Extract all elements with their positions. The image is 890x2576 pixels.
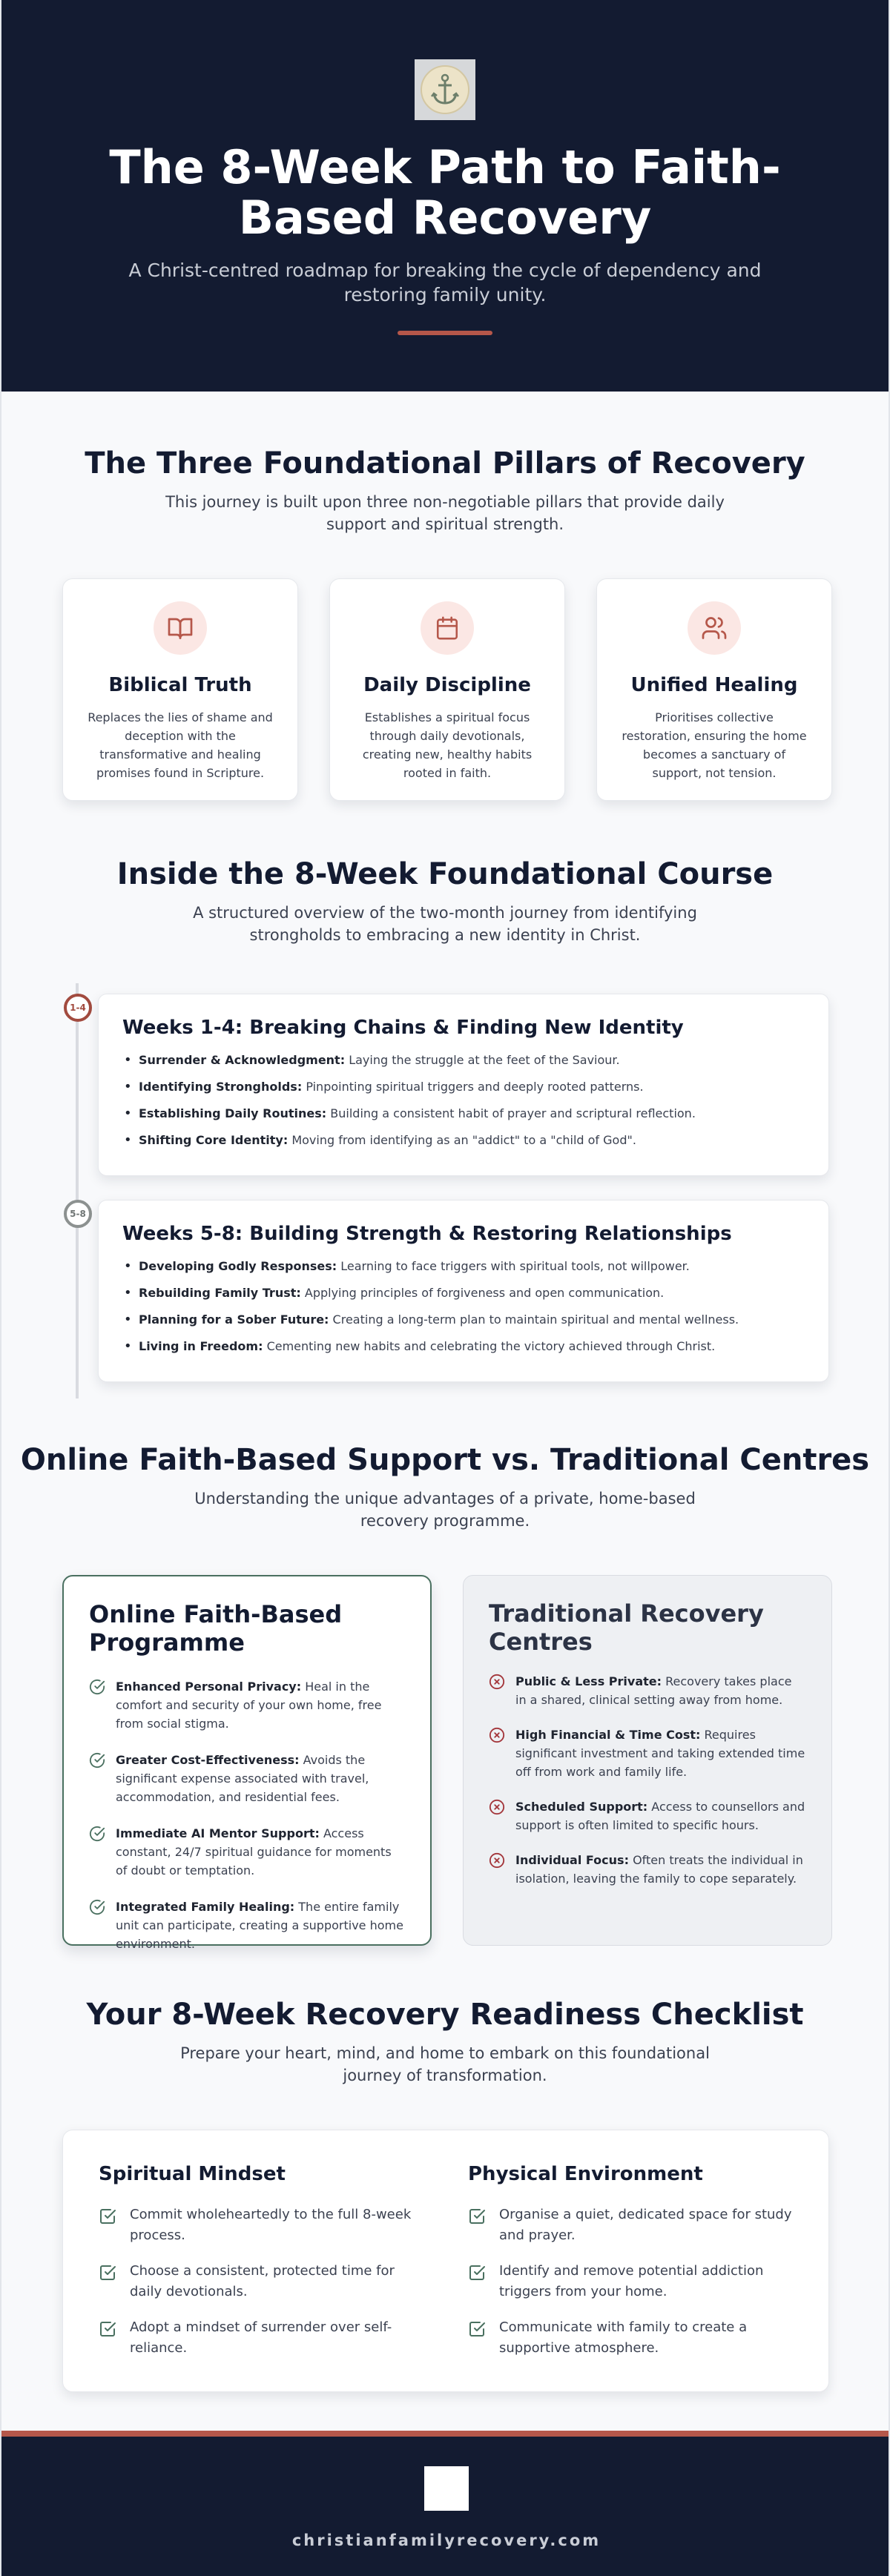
footer [1,2431,890,2576]
comparison-subtitle: Understanding the unique advantages of a private, home-based recovery programme. [194,1490,696,1530]
checklist-item: Communicate with family to create a supportive atmosphere. [468,2317,793,2359]
phase-title: Weeks 1-4: Breaking Chains & Finding New Identity [122,1017,684,1039]
list-item: • Shifting Core Identity: Moving from identifying as an "addict" to a "child of God". [122,1132,805,1149]
pillar-title: Daily Discipline [363,674,531,696]
check-circle-icon [89,1826,105,1842]
pillar-text: Replaces the lies of shame and deception with the transformative and healing promises found in Scripture. [88,710,273,780]
pillar-title: Biblical Truth [108,674,252,696]
comparison-title: Online Faith-Based Support vs. Traditional Centres [20,1443,870,1477]
checklist-title: Your 8-Week Recovery Readiness Checklist [86,1998,804,2032]
list-item: • Identifying Strongholds: Pinpointing spiritual triggers and deeply rooted patterns. [122,1079,805,1095]
course-section [1,801,889,1398]
check-circle-icon [89,1899,105,1915]
hero-banner [1,0,889,392]
checklist-section [1,1946,889,2392]
list-item: • Surrender & Acknowledgment: Laying the struggle at the feet of the Saviour. [122,1052,805,1069]
check-square-icon [99,2207,116,2225]
traditional-centres-card [463,1575,832,1946]
check-circle-icon [89,1679,105,1695]
pillar-text: Establishes a spiritual focus through daily devotionals, creating new, healthy habits rooted in faith. [362,710,533,780]
column-title: Spiritual Mindset [99,2163,286,2185]
online-programme-card [62,1575,432,1951]
pillar-card-biblical-truth [62,578,298,801]
checklist-column-physical-environment [468,2163,793,2391]
users-icon [688,601,741,655]
course-subtitle: A structured overview of the two-month journey from identifying strongholds to embracing a new identity in Christ. [193,904,697,944]
column-title: Physical Environment [468,2163,703,2185]
checklist-item: Adopt a mindset of surrender over self-reliance. [99,2317,423,2359]
check-square-icon [99,2264,116,2282]
list-item: • Planning for a Sober Future: Creating a long-term plan to maintain spiritual and mental wellness. [122,1312,805,1328]
list-item: Individual Focus: Often treats the individual in isolation, leaving the family to cope separately. [489,1851,806,1888]
pillar-card-unified-healing [596,578,832,801]
check-square-icon [468,2320,486,2338]
phase-title: Weeks 5-8: Building Strength & Restoring Relationships [122,1223,732,1245]
card-title: Traditional Recovery Centres [489,1599,764,1656]
checklist-item: Choose a consistent, protected time for daily devotionals. [99,2261,423,2302]
list-item: Immediate AI Mentor Support: Access constant, 24/7 spiritual guidance for moments of doubt or temptation. [89,1824,405,1880]
check-square-icon [99,2320,116,2338]
calendar-icon [421,601,474,655]
checklist-card [62,2130,829,2392]
title-divider [398,331,492,335]
list-item: Public & Less Private: Recovery takes place in a shared, clinical setting away from home. [489,1672,806,1709]
footer-logo [424,2466,469,2511]
check-square-icon [468,2207,486,2225]
pillar-card-daily-discipline [329,578,565,801]
pillar-text: Prioritises collective restoration, ensuring the home becomes a sanctuary of support, not tension. [622,710,807,780]
list-item: • Establishing Daily Routines: Building a consistent habit of prayer and scriptural reflection. [122,1106,805,1122]
x-circle-icon [489,1852,505,1869]
checklist-column-spiritual-mindset [99,2163,423,2391]
footer-website-link[interactable]: christianfamilyrecovery.com [291,2532,601,2549]
phase-card-weeks-1-4 [98,994,829,1176]
pillar-title: Unified Healing [630,674,798,696]
list-item: • Rebuilding Family Trust: Applying principles of forgiveness and open communication. [122,1285,805,1301]
card-title: Online Faith-Based Programme [89,1600,343,1657]
comparison-section [1,1398,889,1951]
timeline-line [76,983,79,1398]
list-item: • Living in Freedom: Cementing new habits and celebrating the victory achieved through Christ. [122,1338,805,1355]
course-title: Inside the 8-Week Foundational Course [116,857,774,891]
pillars-section [1,392,889,801]
x-circle-icon [489,1799,505,1815]
phase-list [122,1258,805,1355]
open-book-icon [154,601,207,655]
checklist-subtitle: Prepare your heart, mind, and home to embark on this foundational journey of transformation. [180,2044,710,2084]
pillars-subtitle: This journey is built upon three non-negotiable pillars that provide daily support and spiritual strength. [165,493,725,533]
check-circle-icon [89,1752,105,1768]
list-item: Greater Cost-Effectiveness: Avoids the significant expense associated with travel, accommodation, and residential fees. [89,1751,405,1806]
x-circle-icon [489,1674,505,1690]
course-timeline [1,983,889,1398]
list-item: • Developing Godly Responses: Learning to face triggers with spiritual tools, not willpower. [122,1258,805,1275]
checklist-item: Identify and remove potential addiction triggers from your home. [468,2261,793,2302]
check-square-icon [468,2264,486,2282]
page-title: The 8-Week Path to Faith-Based Recovery [109,140,781,245]
list-item: Integrated Family Healing: The entire family unit can participate, creating a supportive home environment. [89,1898,405,1953]
logo [415,59,475,120]
pillars-title: The Three Foundational Pillars of Recovery [85,446,805,480]
list-item: High Financial & Time Cost: Requires significant investment and taking extended time off from work and family life. [489,1725,806,1781]
phase-list [122,1052,805,1149]
checklist-item: Organise a quiet, dedicated space for study and prayer. [468,2205,793,2246]
x-circle-icon [489,1727,505,1743]
phase-card-weeks-5-8 [98,1200,829,1382]
page-subtitle: A Christ-centred roadmap for breaking the cycle of dependency and restoring family unity. [128,260,762,306]
list-item: Scheduled Support: Access to counsellors and support is often limited to specific hours. [489,1797,806,1834]
timeline-node-weeks-1-4: 1-4 [64,994,92,1022]
anchor-icon [421,65,469,114]
checklist-item: Commit wholeheartedly to the full 8-week process. [99,2205,423,2246]
list-item: Enhanced Personal Privacy: Heal in the comfort and security of your own home, free from social stigma. [89,1677,405,1733]
timeline-node-weeks-5-8: 5-8 [64,1200,92,1228]
